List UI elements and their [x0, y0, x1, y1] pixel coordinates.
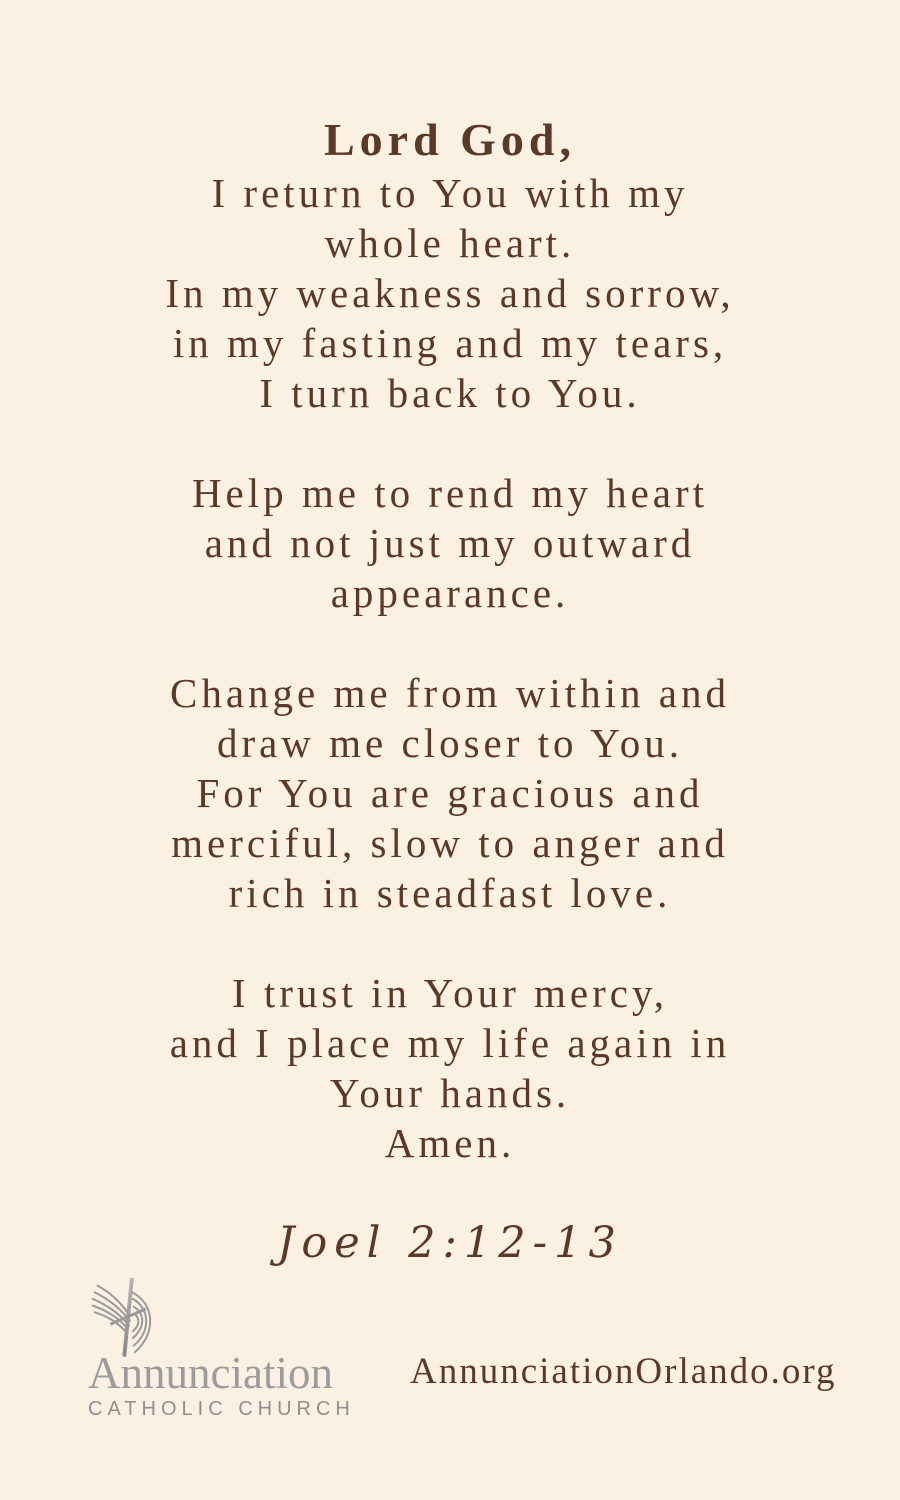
prayer-line: whole heart. [324, 220, 576, 266]
prayer-line: For You are gracious and [196, 770, 704, 816]
prayer-paragraph [0, 468, 900, 618]
prayer-line: appearance. [330, 570, 570, 616]
prayer-line: rich in steadfast love. [228, 870, 672, 916]
church-logo [88, 1277, 355, 1421]
prayer-line: I turn back to You. [259, 370, 641, 416]
cross-with-rays-icon [90, 1277, 348, 1357]
prayer-paragraph [0, 168, 900, 418]
logo-church-name: Annunciation [88, 1348, 333, 1398]
prayer-line: and I place my life again in [169, 1020, 731, 1066]
prayer-line: Change me from within and [169, 670, 730, 716]
prayer-paragraph [0, 968, 900, 1168]
prayer-line: Help me to rend my heart [191, 470, 709, 516]
prayer-line: in my fasting and my tears, [172, 320, 728, 366]
church-website-url: AnnunciationOrlando.org [410, 1351, 837, 1392]
prayer-paragraph [0, 668, 900, 918]
prayer-line: merciful, slow to anger and [171, 820, 729, 866]
prayer-text-block [0, 112, 900, 1268]
prayer-line: I trust in Your mercy, [231, 970, 669, 1016]
prayer-title: Lord God, [323, 114, 577, 165]
prayer-line: draw me closer to You. [216, 720, 684, 766]
prayer-line: I return to You with my [211, 170, 689, 216]
prayer-line: Amen. [384, 1120, 516, 1166]
prayer-line: Your hands. [329, 1070, 571, 1116]
prayer-line: and not just my outward [204, 520, 696, 566]
logo-church-subtitle: CATHOLIC CHURCH [88, 1398, 355, 1420]
scripture-reference: Joel 2:12-13 [277, 1218, 623, 1268]
prayer-line: In my weakness and sorrow, [165, 270, 735, 316]
